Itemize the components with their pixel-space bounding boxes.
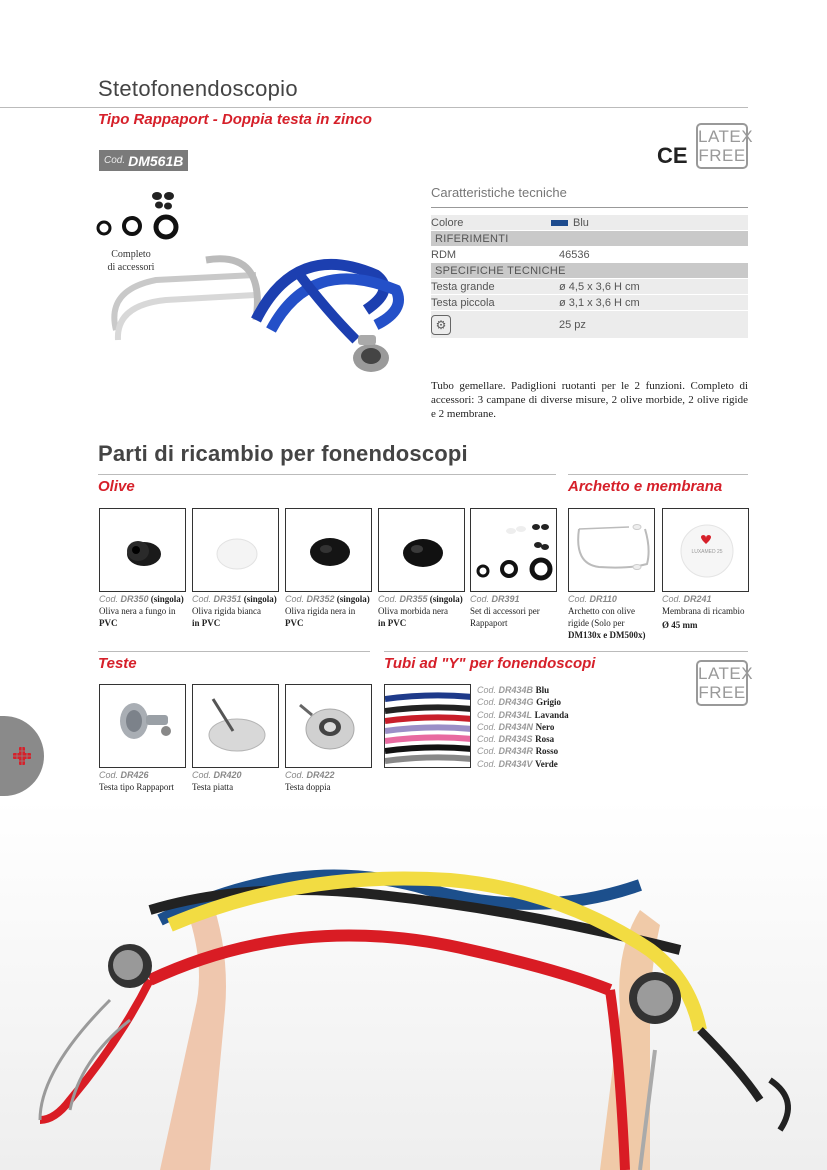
caption-dr422: Cod. DR422 Testa doppia bbox=[285, 770, 335, 792]
product-card-dr241[interactable] bbox=[662, 508, 749, 592]
olive-mushroom-image bbox=[100, 509, 186, 592]
latex-free-badge bbox=[696, 123, 754, 169]
list-item: Cod. DR434B Blu bbox=[477, 685, 550, 695]
latex-free-badge-tubes: LATEX FREE bbox=[696, 660, 748, 706]
product-card-tubes[interactable] bbox=[384, 684, 471, 768]
specs-table bbox=[431, 215, 748, 339]
latex-word: LATEX bbox=[698, 127, 754, 146]
stethoscope-product-image bbox=[96, 180, 416, 390]
ce-mark: CE bbox=[657, 143, 688, 168]
specs-divider bbox=[431, 207, 748, 208]
medical-cross-icon bbox=[12, 746, 32, 766]
spec-header-specifiche: SPECIFICHE TECNICHE bbox=[431, 263, 748, 279]
binaural-image bbox=[569, 509, 655, 592]
code-prefix: Cod. bbox=[104, 155, 126, 166]
y-tubes-image bbox=[385, 685, 471, 768]
product-description: Tubo gemellare. Padiglioni ruotanti per le 2 funzioni. Completo di accessori: 3 campane di diverse misure, 2 olive morbide, 2 olive rigide e 2 membrane. bbox=[431, 380, 748, 420]
product-card-dr352[interactable] bbox=[285, 508, 372, 592]
color-swatch bbox=[551, 220, 568, 226]
caption-dr351: Cod. DR351 (singola) Oliva rigida bianca in PVC bbox=[192, 594, 277, 628]
list-item: Cod. DR434L Lavanda bbox=[477, 709, 569, 720]
accessory-set-image bbox=[471, 509, 557, 592]
product-card-dr355[interactable] bbox=[378, 508, 465, 592]
olive-white-image bbox=[193, 509, 279, 592]
spec-header-riferimenti: RIFERIMENTI bbox=[431, 231, 748, 247]
caption-dr420: Cod. DR420 Testa piatta bbox=[192, 770, 242, 792]
flat-head-image bbox=[193, 685, 279, 768]
spec-row-colore: Colore Blu bbox=[431, 215, 748, 231]
product-subtitle: Tipo Rappaport - Doppia testa in zinco bbox=[98, 111, 372, 128]
membrane-image bbox=[663, 509, 749, 592]
caption-dr241: Cod. DR241 Membrana di ricambio Ø 45 mm bbox=[662, 594, 745, 630]
teste-divider bbox=[98, 651, 370, 652]
product-code-badge bbox=[99, 150, 188, 171]
accessories-caption: Completo di accessori bbox=[107, 249, 155, 273]
list-item: Cod. DR434S Rosa bbox=[477, 734, 555, 745]
page-title: Stetofonendoscopio bbox=[98, 76, 298, 101]
spare-parts-title: Parti di ricambio per fonendoscopi bbox=[98, 441, 468, 466]
caption-dr426: Cod. DR426 Testa tipo Rappaport bbox=[99, 770, 174, 792]
hero-stethoscopes-image bbox=[0, 800, 827, 1170]
product-card-dr110[interactable] bbox=[568, 508, 655, 592]
caption-dr350: Cod. DR350 (singola) Oliva nera a fungo in PVC bbox=[99, 594, 184, 628]
spec-row-rdm: RDM 46536 bbox=[431, 247, 748, 263]
olive-black-soft-image bbox=[379, 509, 465, 592]
product-card-dr350[interactable] bbox=[99, 508, 186, 592]
accessories-image bbox=[98, 192, 176, 237]
tubi-divider bbox=[384, 651, 748, 652]
product-card-dr391[interactable] bbox=[470, 508, 557, 592]
archetto-divider bbox=[568, 474, 748, 475]
specs-title: Caratteristiche tecniche bbox=[431, 185, 567, 200]
tubi-section-title: Tubi ad "Y" per fonendoscopi bbox=[384, 655, 596, 672]
olive-black-rigid-image bbox=[286, 509, 372, 592]
product-card-dr420[interactable] bbox=[192, 684, 279, 768]
spec-row-testa-piccola: Testa piccola ø 3,1 x 3,6 H cm bbox=[431, 295, 748, 311]
spec-row-testa-grande: Testa grande ø 4,5 x 3,6 H cm bbox=[431, 279, 748, 295]
product-card-dr351[interactable] bbox=[192, 508, 279, 592]
package-box-icon: ⚙ bbox=[431, 315, 451, 335]
spec-row-package: ⚙ 25 pz bbox=[431, 311, 748, 339]
tube-codes-list bbox=[477, 684, 569, 770]
olive-section-title: Olive bbox=[98, 478, 135, 495]
caption-dr110: Cod. DR110 Archetto con olive rigide (Solo per DM130x e DM500x) bbox=[568, 594, 646, 640]
list-item: Cod. DR434R Rosso bbox=[477, 746, 559, 757]
membrane-label: LUXAMED 25 bbox=[691, 549, 723, 555]
double-head-image bbox=[286, 685, 372, 768]
side-section-tab[interactable] bbox=[0, 716, 44, 796]
product-card-dr426[interactable] bbox=[99, 684, 186, 768]
free-word: FREE bbox=[698, 146, 746, 165]
list-item: Cod. DR434V Verde bbox=[477, 758, 558, 769]
list-item: Cod. DR434G Grigio bbox=[477, 697, 562, 708]
product-card-dr422[interactable] bbox=[285, 684, 372, 768]
product-code: DM561B bbox=[128, 152, 184, 169]
caption-dr391: Cod. DR391 Set di accessori per Rappaport bbox=[470, 594, 540, 628]
teste-section-title: Teste bbox=[98, 655, 137, 672]
list-item: Cod. DR434N Nero bbox=[477, 721, 555, 732]
olive-divider bbox=[98, 474, 556, 475]
archetto-section-title: Archetto e membrana bbox=[568, 478, 723, 495]
caption-dr352: Cod. DR352 (singola) Oliva rigida nera in PVC bbox=[285, 594, 370, 628]
title-divider bbox=[0, 107, 748, 108]
caption-dr355: Cod. DR355 (singola) Oliva morbida nera in PVC bbox=[378, 594, 463, 628]
rappaport-head-image bbox=[100, 685, 186, 768]
